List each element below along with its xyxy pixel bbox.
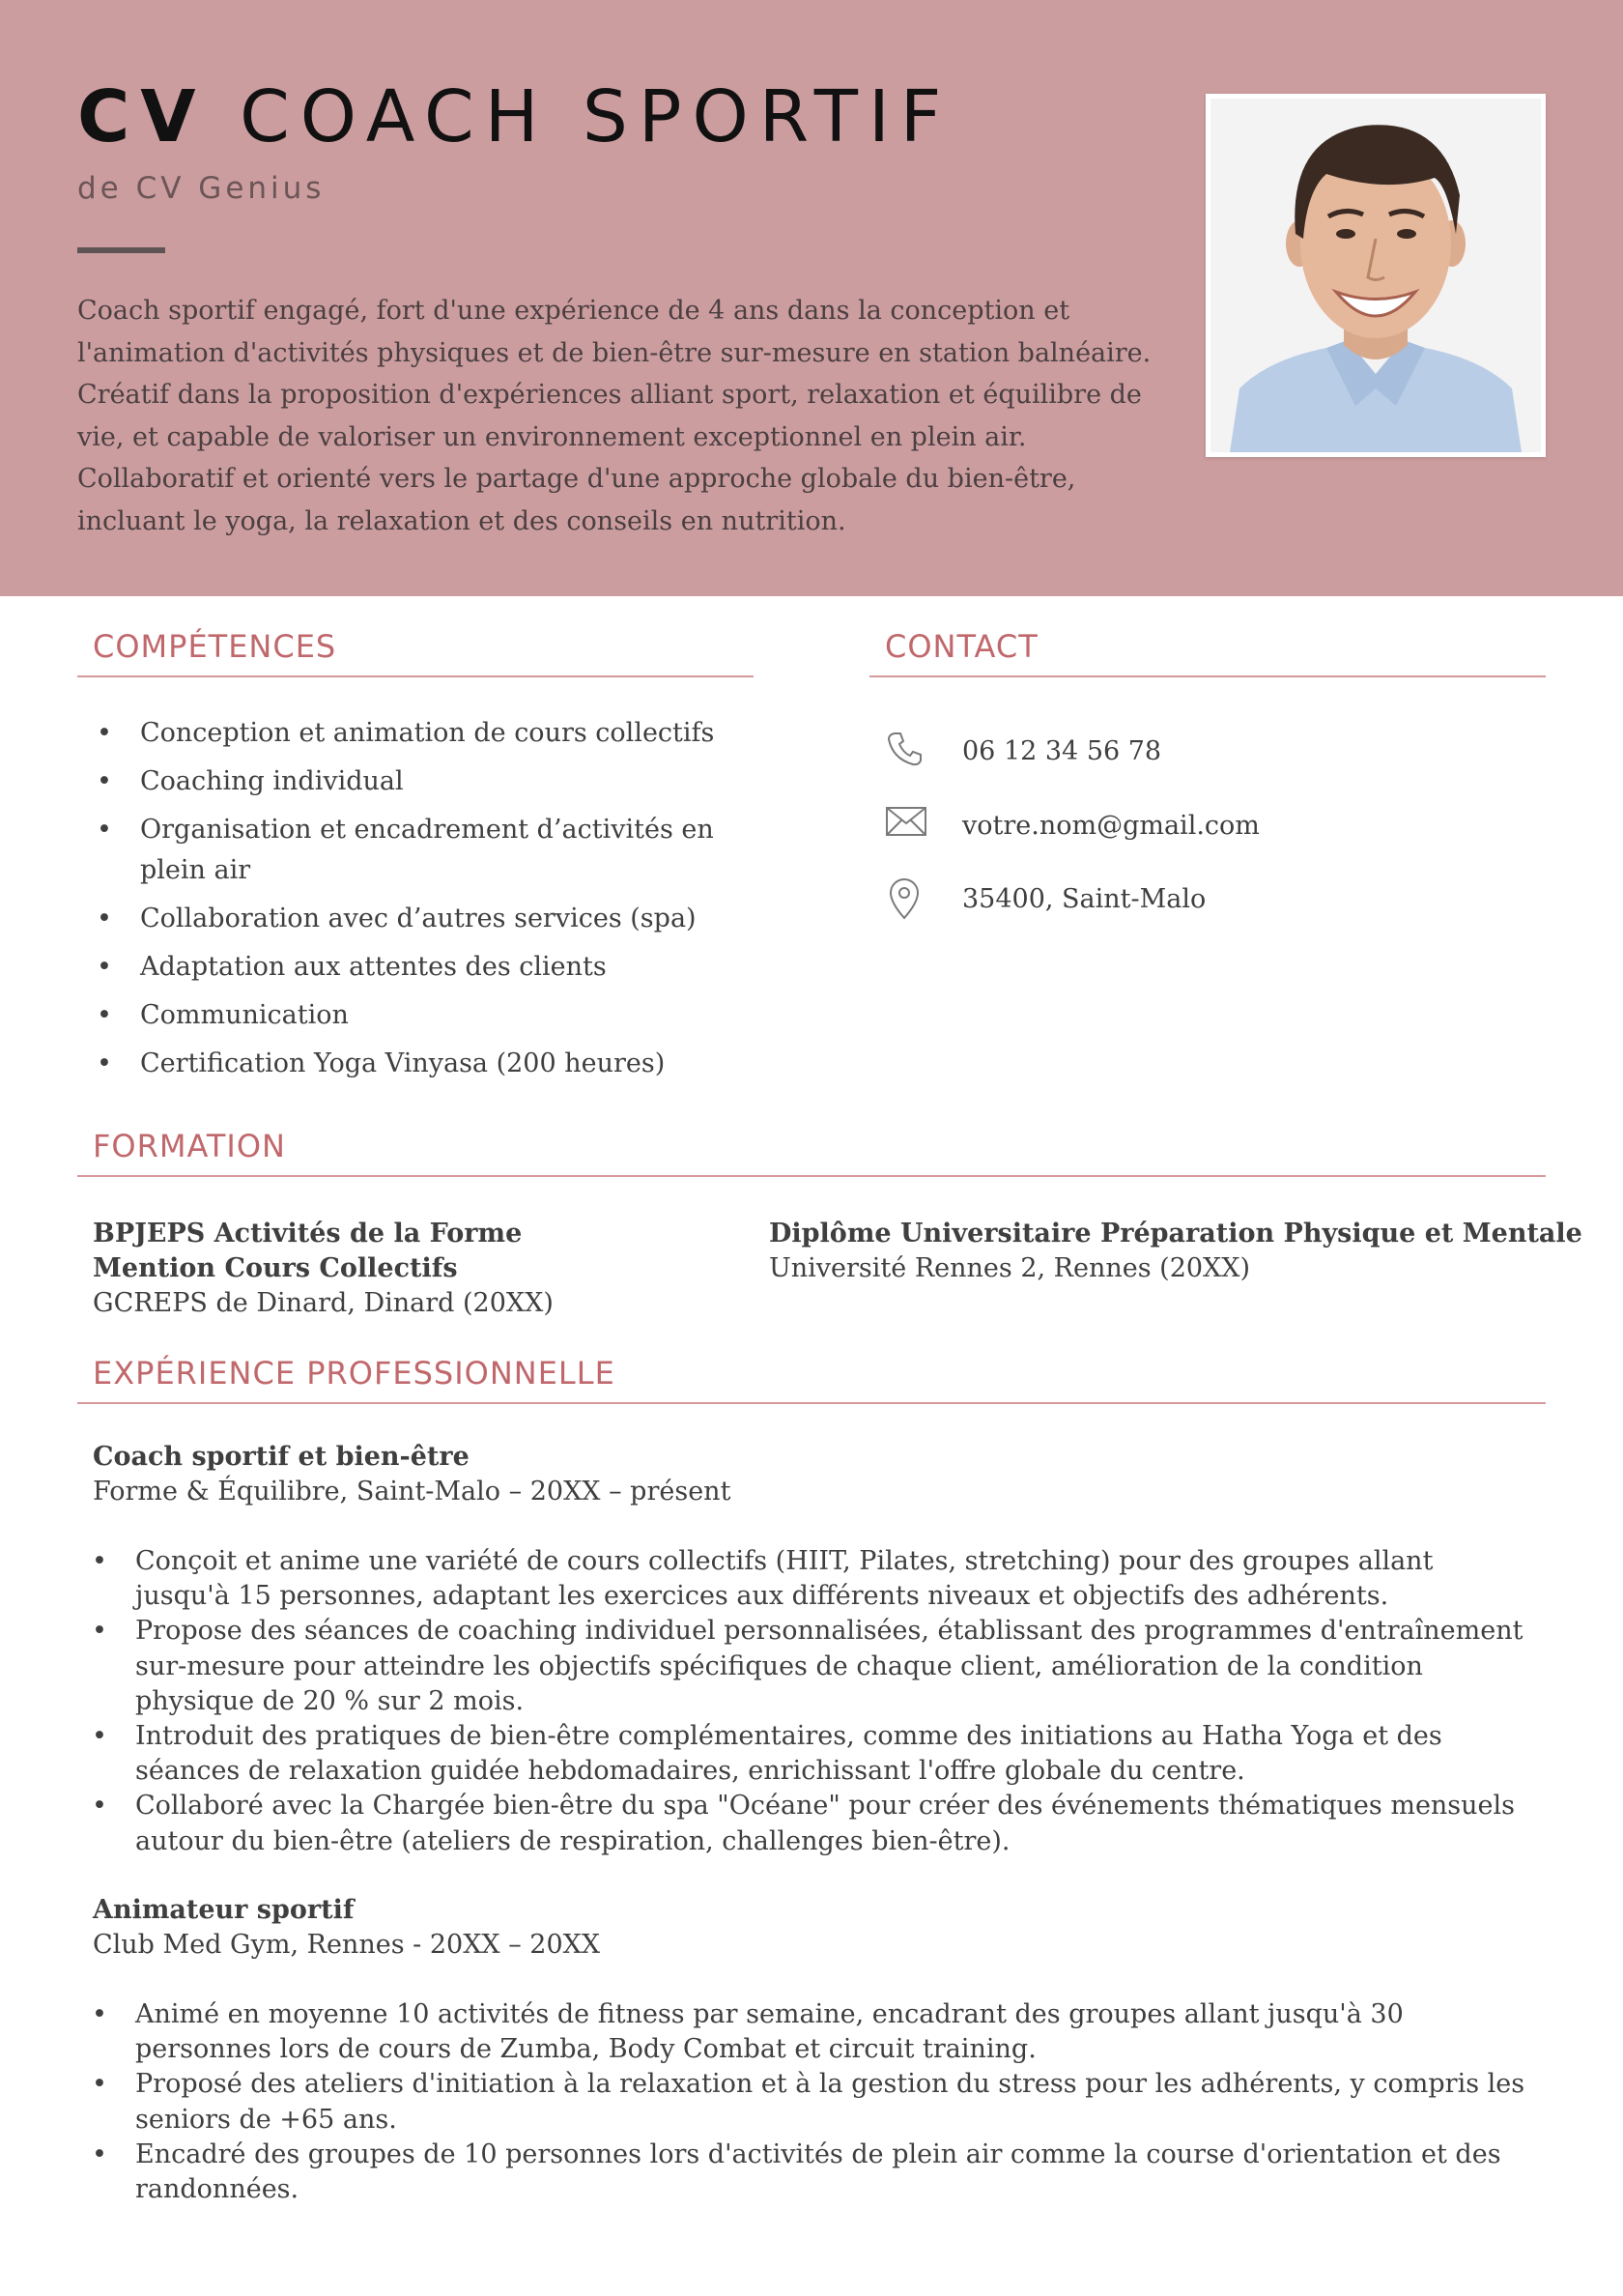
- avatar: [1210, 99, 1541, 452]
- list-item: • Collaboration avec d’autres services (spa): [97, 903, 697, 933]
- title-cv: CV: [77, 75, 207, 158]
- contact-heading: CONTACT: [885, 628, 1039, 665]
- phone-text: 06 12 34 56 78: [962, 736, 1162, 766]
- list-item: • Proposé des ateliers d'initiation à la relaxation et à la gestion du stress pour les adhérents, y compris les seniors de +65 ans.: [92, 2069, 1525, 2135]
- mail-icon: [885, 804, 937, 852]
- education-item: Diplôme Universitaire Préparation Physique et Mentale Université Rennes 2, Rennes (20XX): [769, 1219, 1582, 1283]
- job-company: Club Med Gym, Rennes - 20XX – 20XX: [93, 1930, 601, 1960]
- job-bullets: [92, 1997, 1531, 2207]
- contact-email: [885, 804, 1561, 852]
- email-text: votre.nom@gmail.com: [962, 811, 1260, 841]
- experience-divider: [77, 1402, 1546, 1404]
- list-item: • Encadré des groupes de 10 personnes lors d'activités de plein air comme la course d'orientation et des randonnées.: [92, 2138, 1501, 2205]
- profile-summary: Coach sportif engagé, fort d'une expérience de 4 ans dans la conception et l'animation d'activités physiques et de bien-être sur-mesure en station balnéaire. Créatif dans la proposition d'expériences alliant sport, relaxation et équilibre de vie, et capable de valoriser un environnement exceptionnel en plein air. Collaboratif et orienté vers le partage d'une approche globale du bien-être, incluant le yoga, la relaxation et des conseils en nutrition.: [77, 296, 1152, 536]
- experience-heading: EXPÉRIENCE PROFESSIONNELLE: [93, 1355, 615, 1392]
- education-heading: FORMATION: [93, 1128, 286, 1164]
- list-item: • Animé en moyenne 10 activités de fitness par semaine, encadrant des groupes allant jusqu'à 30 personnes lors de cours de Zumba, Body Combat et circuit training.: [92, 1999, 1404, 2065]
- header-banner: [0, 0, 1623, 596]
- skills-list: [97, 713, 758, 1092]
- job-title: Animateur sportif: [93, 1895, 355, 1925]
- list-item: • Certification Yoga Vinyasa (200 heures): [97, 1048, 666, 1078]
- job-company: Forme & Équilibre, Saint-Malo – 20XX – présent: [93, 1477, 731, 1507]
- contact-phone: [885, 730, 1561, 778]
- education-divider: [77, 1175, 1546, 1177]
- profile-photo: [1206, 94, 1546, 457]
- location-pin-icon: [885, 877, 937, 926]
- list-item: • Conçoit et anime une variété de cours collectifs (HIIT, Pilates, stretching) pour des groupes allant jusqu'à 15 personnes, adaptant les exercices aux différents niveaux et objectifs des adhérents.: [92, 1546, 1434, 1612]
- education-item: BPJEPS Activités de la Forme Mention Cours Collectifs GCREPS de Dinard, Dinard (20XX): [93, 1219, 554, 1318]
- list-item: • Conception et animation de cours collectifs: [97, 718, 715, 748]
- skills-heading: COMPÉTENCES: [93, 628, 337, 665]
- page-title: [77, 75, 952, 158]
- address-text: 35400, Saint-Malo: [962, 884, 1207, 914]
- list-item: • Adaptation aux attentes des clients: [97, 951, 607, 982]
- title-divider: [77, 247, 165, 253]
- contact-address: [885, 877, 1561, 926]
- list-item: • Coaching individual: [97, 766, 404, 796]
- list-item: • Collaboré avec la Chargée bien-être du spa "Océane" pour créer des événements thématiques mensuels autour du bien-être (ateliers de respiration, challenges bien-être).: [92, 1791, 1516, 1856]
- contact-divider: [869, 675, 1546, 677]
- phone-icon: [885, 730, 937, 778]
- job-title: Coach sportif et bien-être: [93, 1442, 470, 1472]
- list-item: • Propose des séances de coaching individuel personnalisées, établissant des programmes d'entraînement sur-mesure pour atteindre les objectifs spécifiques de chaque client, amélioration de la condition physique de 20 % sur 2 mois.: [92, 1616, 1523, 1716]
- title-rest: COACH SPORTIF: [240, 75, 953, 158]
- skills-divider: [77, 675, 754, 677]
- list-item: • Introduit des pratiques de bien-être complémentaires, comme des initiations au Hatha Yoga et des séances de relaxation guidée hebdomadaires, enrichissant l'offre globale du centre.: [92, 1721, 1442, 1787]
- list-item: • Communication: [97, 999, 349, 1030]
- job-bullets: [92, 1544, 1531, 1859]
- subtitle: de CV Genius: [77, 171, 326, 206]
- list-item: • Organisation et encadrement d’activités en plein air: [97, 815, 714, 885]
